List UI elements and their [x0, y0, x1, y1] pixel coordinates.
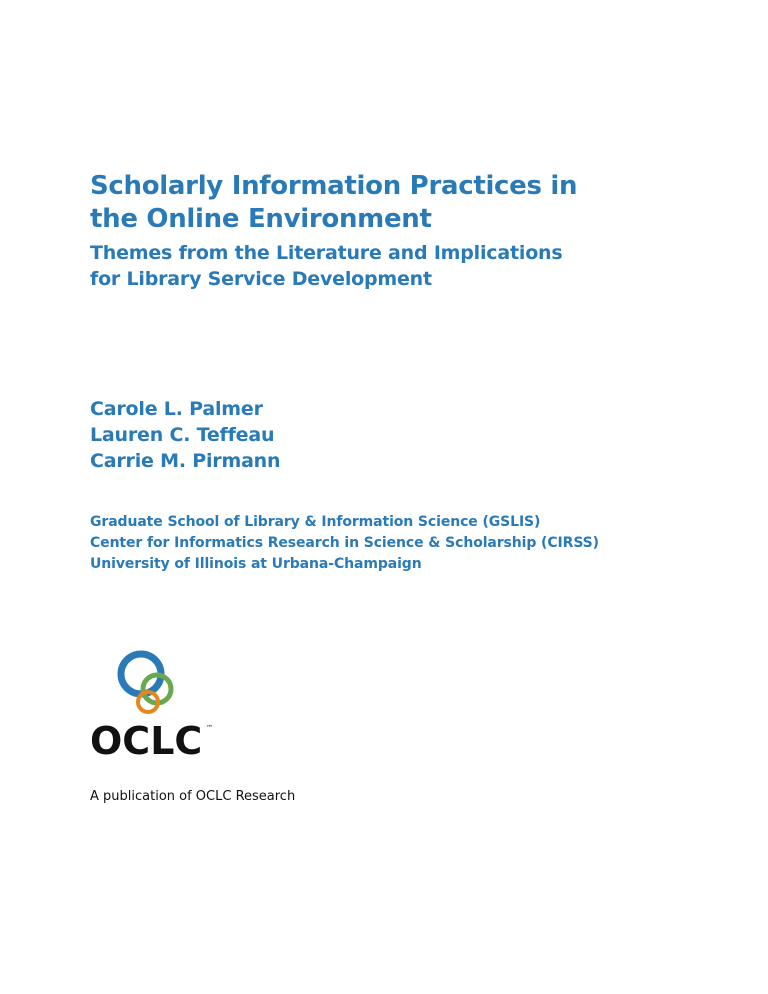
author-name: Lauren C. Teffeau	[90, 424, 275, 446]
oclc-logo	[90, 650, 230, 762]
oclc-wordmark: OCLC	[90, 719, 203, 763]
author-name: Carrie M. Pirmann	[90, 450, 281, 472]
affiliation: Graduate School of Library & Information Science (GSLIS)	[90, 514, 541, 530]
author-list	[90, 396, 590, 474]
report-title-line: the Online Environment	[90, 204, 432, 234]
trademark-symbol: ™	[206, 724, 213, 732]
affiliation: Center for Informatics Research in Science & Scholarship (CIRSS)	[90, 535, 599, 551]
affiliation: University of Illinois at Urbana-Champaign	[90, 556, 422, 572]
affiliation-list	[90, 512, 710, 575]
report-title	[90, 170, 690, 236]
report-subtitle-line: for Library Service Development	[90, 268, 432, 290]
report-title-line: Scholarly Information Practices in	[90, 171, 578, 201]
oclc-circles-icon	[90, 650, 190, 722]
report-subtitle-line: Themes from the Literature and Implications	[90, 242, 563, 264]
title-block	[90, 170, 690, 292]
report-subtitle	[90, 240, 690, 292]
publication-note: A publication of OCLC Research	[90, 789, 296, 804]
author-name: Carole L. Palmer	[90, 398, 263, 420]
